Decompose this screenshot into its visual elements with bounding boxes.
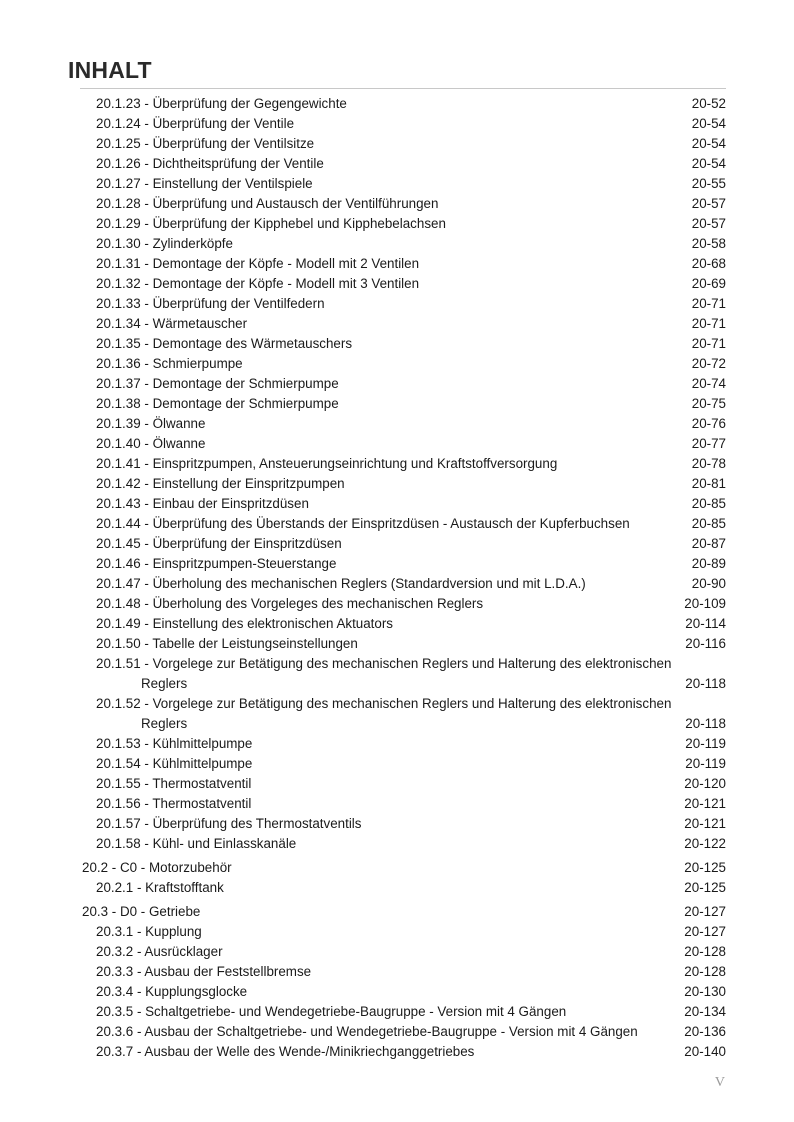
- toc-entry[interactable]: [0, 574, 794, 594]
- toc-entry-title: 20.3.3 - Ausbau der Feststellbremse: [96, 964, 312, 979]
- toc-entry-title: 20.1.46 - Einspritzpumpen-Steuerstange: [96, 556, 337, 571]
- toc-entry[interactable]: [0, 354, 794, 374]
- toc-entry-title: 20.1.24 - Überprüfung der Ventile: [96, 116, 295, 131]
- page-title: INHALT: [68, 57, 152, 83]
- toc-entry-title: 20.1.52 - Vorgelege zur Betätigung des mechanischen Reglers und Halterung des elektronischen: [96, 696, 672, 711]
- toc-entry-page-number: 20-57: [691, 216, 726, 231]
- toc-entry[interactable]: [0, 922, 794, 942]
- toc-entry-title: 20.1.55 - Thermostatventil: [96, 776, 252, 791]
- toc-entry-page-number: 20-89: [691, 556, 726, 571]
- toc-entry[interactable]: [0, 134, 794, 154]
- toc-entry-title: 20.3.7 - Ausbau der Welle des Wende-/Minikriechganggetriebes: [96, 1044, 475, 1059]
- toc-entry-page-number: 20-58: [691, 236, 726, 251]
- toc-entry-title: 20.1.33 - Überprüfung der Ventilfedern: [96, 296, 325, 311]
- footer-page-number: V: [714, 1075, 725, 1090]
- toc-entry-page-number: 20-118: [685, 716, 726, 731]
- toc-entry-page-number: 20-120: [684, 776, 726, 791]
- toc-entry-page-number: 20-119: [685, 736, 726, 751]
- toc-entry-title: 20.1.43 - Einbau der Einspritzdüsen: [96, 496, 309, 511]
- toc-entry-title: 20.1.48 - Überholung des Vorgeleges des mechanischen Reglers: [96, 596, 484, 611]
- toc-entry[interactable]: [0, 154, 794, 174]
- toc-entry-title: 20.3.6 - Ausbau der Schaltgetriebe- und Wendegetriebe-Baugruppe - Version mit 4 Gängen: [96, 1024, 638, 1039]
- toc-entry[interactable]: [0, 494, 794, 514]
- toc-entry-page-number: 20-69: [691, 276, 726, 291]
- toc-entry-page-number: 20-74: [691, 376, 726, 391]
- toc-entry-page-number: 20-71: [691, 336, 726, 351]
- toc-entry-title: 20.1.49 - Einstellung des elektronischen Aktuators: [96, 616, 394, 631]
- toc-entry-page-number: 20-81: [691, 476, 726, 491]
- toc-entry-title: 20.3.5 - Schaltgetriebe- und Wendegetriebe-Baugruppe - Version mit 4 Gängen: [96, 1004, 567, 1019]
- toc-entry[interactable]: [0, 474, 794, 494]
- toc-entry-title: 20.1.56 - Thermostatventil: [96, 796, 252, 811]
- toc-entry-page-number: 20-71: [691, 316, 726, 331]
- toc-entry-page-number: 20-109: [684, 596, 726, 611]
- toc-entry[interactable]: [0, 414, 794, 434]
- toc-entry-title-continuation: Reglers: [141, 716, 188, 731]
- toc-entry-page-number: 20-119: [685, 756, 726, 771]
- toc-entry-page-number: 20-128: [684, 944, 726, 959]
- toc-entry-page-number: 20-118: [685, 676, 726, 691]
- toc-entry-page-number: 20-128: [684, 964, 726, 979]
- toc-entry-title: 20.1.47 - Überholung des mechanischen Reglers (Standardversion und mit L.D.A.): [96, 576, 586, 591]
- toc-entry-page-number: 20-85: [691, 496, 726, 511]
- toc-entry[interactable]: [0, 534, 794, 554]
- toc-entry-title-continuation: Reglers: [141, 676, 188, 691]
- toc-entry[interactable]: [0, 942, 794, 962]
- toc-entry-page-number: 20-116: [685, 636, 726, 651]
- toc-entry-title: 20.1.25 - Überprüfung der Ventilsitze: [96, 136, 315, 151]
- toc-entry-page-number: 20-77: [691, 436, 726, 451]
- toc-entry[interactable]: [0, 814, 794, 834]
- toc-entry-page-number: 20-68: [691, 256, 726, 271]
- toc-entry[interactable]: [0, 878, 794, 898]
- toc-entry-page-number: 20-71: [691, 296, 726, 311]
- toc-entry[interactable]: [0, 314, 794, 334]
- toc-entry-page-number: 20-57: [691, 196, 726, 211]
- toc-entry[interactable]: [0, 174, 794, 194]
- toc-entry[interactable]: [0, 514, 794, 534]
- toc-entry[interactable]: [0, 754, 794, 774]
- toc-entry[interactable]: [0, 858, 794, 878]
- toc-entry[interactable]: [0, 982, 794, 1002]
- toc-entry-page-number: 20-125: [684, 880, 726, 895]
- toc-entry-title: 20.1.29 - Überprüfung der Kipphebel und Kipphebelachsen: [96, 216, 446, 231]
- toc-entry[interactable]: [0, 694, 794, 734]
- toc-entry-title: 20.1.34 - Wärmetauscher: [96, 316, 248, 331]
- toc-entry[interactable]: [0, 1002, 794, 1022]
- toc-entry-page-number: 20-121: [684, 796, 726, 811]
- toc-entry-page-number: 20-127: [684, 904, 726, 919]
- toc-entry-title: 20.1.44 - Überprüfung des Überstands der Einspritzdüsen - Austausch der Kupferbuchsen: [96, 516, 630, 531]
- toc-entry[interactable]: [0, 294, 794, 314]
- toc-entry-title: 20.1.45 - Überprüfung der Einspritzdüsen: [96, 536, 342, 551]
- toc-entry-title: 20.1.40 - Ölwanne: [96, 436, 206, 451]
- toc-entry-page-number: 20-54: [691, 156, 726, 171]
- toc-entry-page-number: 20-54: [691, 116, 726, 131]
- toc-entry-title: 20.1.51 - Vorgelege zur Betätigung des mechanischen Reglers und Halterung des elektronischen: [96, 656, 672, 671]
- toc-entry[interactable]: [0, 554, 794, 574]
- toc-entry-title: 20.1.35 - Demontage des Wärmetauschers: [96, 336, 353, 351]
- toc-entry-title: 20.3.4 - Kupplungsglocke: [96, 984, 248, 999]
- toc-entry-page-number: 20-90: [691, 576, 726, 591]
- toc-entry[interactable]: [0, 594, 794, 614]
- toc-entry-title: 20.1.32 - Demontage der Köpfe - Modell mit 3 Ventilen: [96, 276, 420, 291]
- toc-entry[interactable]: [0, 234, 794, 254]
- toc-entry-title: 20.1.36 - Schmierpumpe: [96, 356, 243, 371]
- toc-entry-title: 20.1.38 - Demontage der Schmierpumpe: [96, 396, 339, 411]
- toc-entry-title: 20.1.31 - Demontage der Köpfe - Modell mit 2 Ventilen: [96, 256, 420, 271]
- toc-entry-title: 20.2.1 - Kraftstofftank: [96, 880, 224, 895]
- table-of-contents: [0, 94, 794, 1062]
- toc-entry[interactable]: [0, 374, 794, 394]
- toc-entry-title: 20.1.53 - Kühlmittelpumpe: [96, 736, 253, 751]
- toc-entry-page-number: 20-55: [691, 176, 726, 191]
- toc-entry[interactable]: [0, 794, 794, 814]
- toc-entry[interactable]: [0, 434, 794, 454]
- toc-entry[interactable]: [0, 194, 794, 214]
- toc-entry-page-number: 20-72: [691, 356, 726, 371]
- toc-entry-page-number: 20-87: [691, 536, 726, 551]
- toc-entry-page-number: 20-136: [684, 1024, 726, 1039]
- toc-entry-title: 20.1.28 - Überprüfung und Austausch der Ventilführungen: [96, 196, 439, 211]
- toc-entry-page-number: 20-134: [684, 1004, 726, 1019]
- toc-entry-title: 20.3.2 - Ausrücklager: [96, 944, 223, 959]
- toc-entry-page-number: 20-140: [684, 1044, 726, 1059]
- toc-entry-page-number: 20-130: [684, 984, 726, 999]
- toc-entry-page-number: 20-127: [684, 924, 726, 939]
- toc-entry-title: 20.3 - D0 - Getriebe: [82, 904, 201, 919]
- toc-entry-page-number: 20-114: [685, 616, 726, 631]
- toc-entry[interactable]: [0, 1042, 794, 1062]
- toc-entry[interactable]: [0, 774, 794, 794]
- toc-entry-page-number: 20-121: [684, 816, 726, 831]
- toc-entry-title: 20.1.39 - Ölwanne: [96, 416, 206, 431]
- toc-entry-page-number: 20-122: [684, 836, 726, 851]
- toc-entry[interactable]: [0, 614, 794, 634]
- toc-entry-title: 20.1.30 - Zylinderköpfe: [96, 236, 233, 251]
- toc-entry[interactable]: [0, 114, 794, 134]
- title-divider: [80, 88, 726, 89]
- toc-entry[interactable]: [0, 94, 794, 114]
- toc-entry-title: 20.3.1 - Kupplung: [96, 924, 202, 939]
- toc-entry[interactable]: [0, 274, 794, 294]
- toc-entry-page-number: 20-85: [691, 516, 726, 531]
- toc-entry[interactable]: [0, 902, 794, 922]
- toc-entry-page-number: 20-54: [691, 136, 726, 151]
- toc-entry[interactable]: [0, 254, 794, 274]
- toc-entry[interactable]: [0, 654, 794, 694]
- toc-entry[interactable]: [0, 214, 794, 234]
- toc-entry-page-number: 20-125: [684, 860, 726, 875]
- toc-entry-page-number: 20-78: [691, 456, 726, 471]
- toc-entry-page-number: 20-52: [691, 96, 726, 111]
- toc-entry-title: 20.1.57 - Überprüfung des Thermostatventils: [96, 816, 362, 831]
- toc-entry[interactable]: [0, 394, 794, 414]
- toc-entry[interactable]: [0, 734, 794, 754]
- toc-entry-title: 20.1.41 - Einspritzpumpen, Ansteuerungseinrichtung und Kraftstoffversorgung: [96, 456, 558, 471]
- toc-entry[interactable]: [0, 834, 794, 854]
- toc-entry[interactable]: [0, 634, 794, 654]
- toc-entry-page-number: 20-75: [691, 396, 726, 411]
- toc-entry-title: 20.1.37 - Demontage der Schmierpumpe: [96, 376, 339, 391]
- toc-entry-title: 20.2 - C0 - Motorzubehör: [82, 860, 232, 875]
- toc-entry-title: 20.1.50 - Tabelle der Leistungseinstellungen: [96, 636, 358, 651]
- toc-entry-title: 20.1.54 - Kühlmittelpumpe: [96, 756, 253, 771]
- toc-entry-title: 20.1.27 - Einstellung der Ventilspiele: [96, 176, 313, 191]
- toc-entry-title: 20.1.26 - Dichtheitsprüfung der Ventile: [96, 156, 324, 171]
- toc-entry[interactable]: [0, 1022, 794, 1042]
- toc-entry-title: 20.1.23 - Überprüfung der Gegengewichte: [96, 96, 347, 111]
- toc-entry-page-number: 20-76: [691, 416, 726, 431]
- toc-entry-title: 20.1.58 - Kühl- und Einlasskanäle: [96, 836, 297, 851]
- toc-entry[interactable]: [0, 962, 794, 982]
- toc-entry-title: 20.1.42 - Einstellung der Einspritzpumpen: [96, 476, 345, 491]
- toc-entry[interactable]: [0, 334, 794, 354]
- toc-entry[interactable]: [0, 454, 794, 474]
